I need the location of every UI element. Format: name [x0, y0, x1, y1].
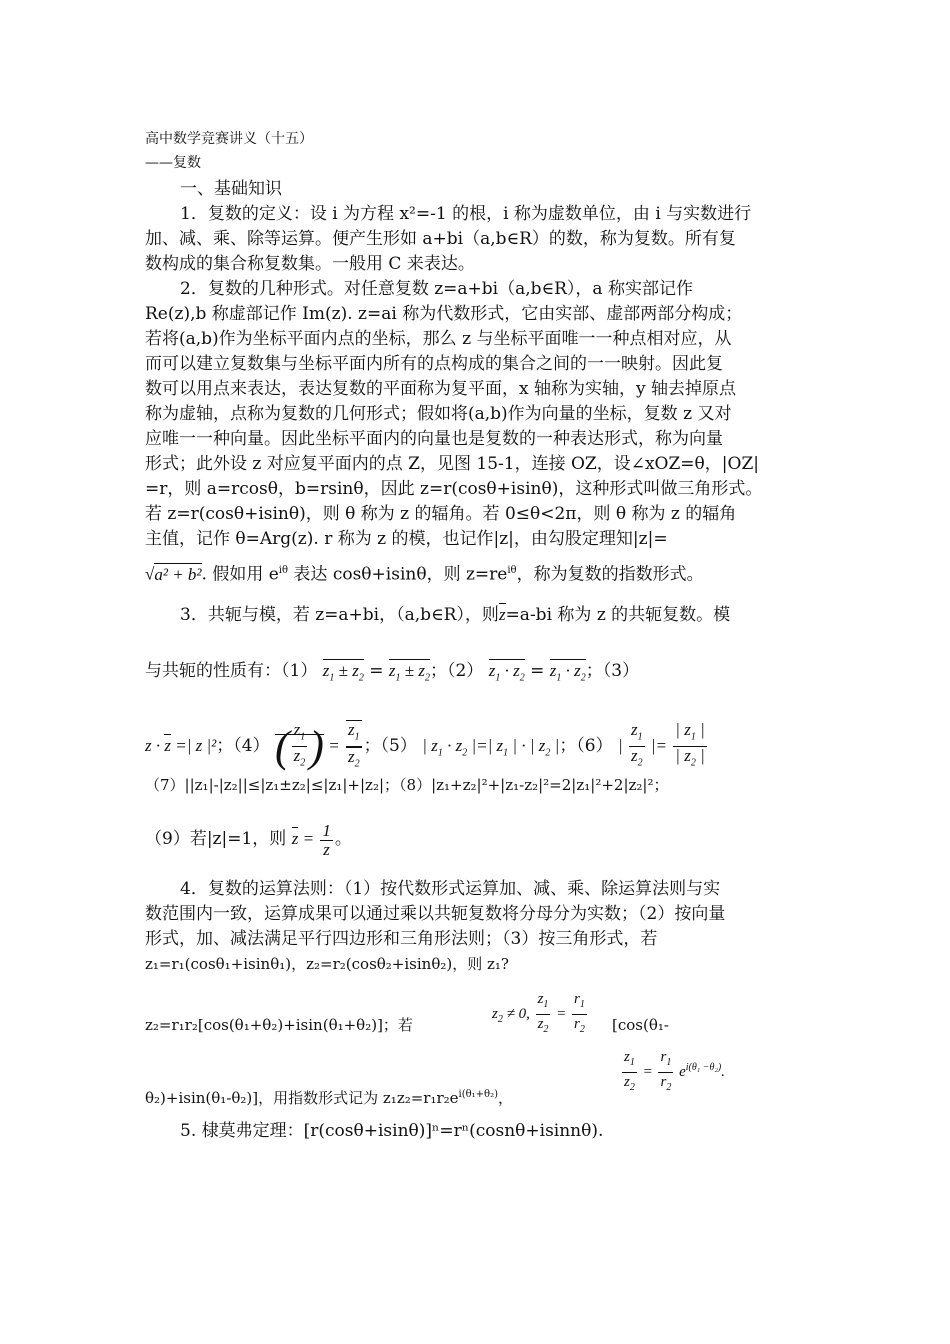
formula-4: ( $\frac{z_1}{z_2}$ ) = $\frac{z_1}{z_2}$ — [275, 736, 364, 755]
paragraph-2-line: 而可以建立复数集与坐标平面内所有的点构成的集合之间的一一映射。因此复 — [145, 354, 723, 374]
formula-9: z = $\frac{1}{z}$ — [291, 820, 331, 859]
paragraph-1-line: 加、减、乘、除等运算。便产生形如 a+bi（a,b∈R）的数，称为复数。所有复 — [145, 229, 736, 249]
paragraph-1-line: 1．复数的定义：设 i 为方程 x²=-1 的根，i 称为虚数单位，由 i 与实数进行 — [180, 204, 752, 224]
paragraph-4-line: θ₂)+isin(θ₁-θ₂)]，用指数形式记为 $z_1z_2=r_1r_2e^{i(\theta_1+\theta_2)}$， — [145, 1089, 514, 1107]
formula-2-right: $z_1 \cdot z_2$ — [549, 661, 586, 684]
paragraph-2-line: =r，则 a=rcosθ，b=rsinθ，因此 z=r(cosθ+isinθ)，这种形式叫做三角形式。 — [145, 479, 763, 499]
section-heading: 一、基础知识 — [180, 179, 282, 199]
paragraph-4-line: [cos(θ₁- — [612, 1016, 669, 1034]
formula-6: | $\frac{z_1}{z_2}$ |= $\frac{| z_1 |}{| z_2 |}$ — [618, 720, 705, 769]
paragraph-2-line: 主值，记作 θ=Arg(z). r 称为 z 的模，也记作|z|，由勾股定理知|z|= — [145, 529, 668, 549]
paragraph-2-line: 若 z=r(cosθ+isinθ)，则 θ 称为 z 的辐角。若 0≤θ<2π，则 θ 称为 z 的辐角 — [145, 504, 737, 524]
formula-1-left: $z_1 \pm z_2$ — [322, 661, 364, 684]
paragraph-4-line: 数范围内一致，运算成果可以通过乘以共轭复数将分母分为实数；（2）按向量 — [145, 904, 726, 924]
paragraph-4-line: z₂=r₁r₂[cos(θ₁+θ₂)+isin(θ₁+θ₂)]；若 — [145, 1016, 413, 1034]
formula-5: | $z_1 \cdot z_2$ |=| $z_1$ | · | $z_2$ | — [422, 735, 560, 759]
properties-line-4: （9）若|z|=1，则 z = $\frac{1}{z}$ 。 — [145, 820, 352, 859]
paragraph-2-line: 2．复数的几种形式。对任意复数 z=a+bi（a,b∈R），a 称实部记作 — [180, 279, 693, 299]
properties-line-2: z · z =| z |²；（4） ( $\frac{z_1}{z_2}$ ) = $\frac{z_1}{z_2}$ ；（5） | $z_1 \cdot z_2$ |=| $z_1$ | · | $z_2$ |；（6） | $\frac{z_1}{z_2}$ |= $\frac{| z_1 |}{| z_2 |}$ — [145, 720, 709, 777]
paragraph-2-line: 形式；此外设 z 对应复平面内的点 Z，见图 15-1，连接 OZ，设∠xOZ=θ，|OZ| — [145, 454, 759, 474]
properties-line-3: （7）||z₁|-|z₂||≤|z₁±z₂|≤|z₁|+|z₂|；（8）|z₁+z₂|²+|z₁-z₂|²=2|z₁|²+2|z₂|²； — [145, 776, 669, 794]
paragraph-4-line: 形式，加、减法满足平行四边形和三角形法则；（3）按三角形式，若 — [145, 929, 658, 949]
paragraph-4-line: 4．复数的运算法则：（1）按代数形式运算加、减、乘、除运算法则与实 — [180, 879, 721, 899]
document-title: 高中数学竞赛讲义（十五） — [145, 131, 313, 147]
document-subtitle: ——复数 — [145, 155, 201, 171]
division-condition-formula: $z_2 \ne 0$, $\frac{z_1}{z_2}$ = $\frac{r_1}{r_2}$ — [492, 991, 585, 1035]
sqrt-formula: √a² + b² — [145, 564, 202, 584]
conjugate-z-symbol: z — [498, 605, 506, 624]
exponential-form-line: √a² + b². 假如用 $e^{i\theta}$ 表达 cosθ+isinθ，则 $z=re^{i\theta}$，称为复数的指数形式。 — [145, 564, 704, 585]
formula-1-right: $z_1 \pm z_2$ — [388, 661, 430, 684]
paragraph-2-line: 若将(a,b)作为坐标平面内点的坐标，那么 z 与坐标平面唯一一种点相对应，从 — [145, 329, 732, 349]
properties-line-1: 与共轭的性质有：（1） $z_1 \pm z_2 = z_1 \pm z_2$；（2） $z_1 \cdot z_2 = z_1 \cdot z_2$；（3） — [145, 661, 640, 684]
paragraph-4-line: z₁=r₁(cosθ₁+isinθ₁)，z₂=r₂(cosθ₂+isinθ₂)，则 z₁? — [145, 955, 509, 973]
formula-3: z · z =| z |² — [145, 735, 217, 755]
formula-2-left: $z_1 \cdot z_2$ — [488, 661, 525, 684]
conjugate-definition-line: 3．共轭与模，若 z=a+bi，（a,b∈R），则z=a-bi 称为 z 的共轭复数。模 — [180, 605, 731, 625]
paragraph-2-line: Re(z),b 称虚部记作 Im(z). z=ai 称为代数形式，它由实部、虚部两部分构成； — [145, 304, 743, 324]
de-moivre-theorem: 5. 棣莫弗定理：[r(cosθ+isinθ)]ⁿ=rⁿ(cosnθ+isinnθ). — [180, 1121, 604, 1141]
paragraph-2-line: 应唯一一种向量。因此坐标平面内的向量也是复数的一种表达形式，称为向量 — [145, 429, 723, 449]
exponential-division-formula: $\frac{z_1}{z_2}$ = $\frac{r_1}{r_2}$ $e^{i(\theta_1 -\theta_2)}$. — [624, 1049, 725, 1093]
paragraph-2-line: 数可以用点来表达，表达复数的平面称为复平面，x 轴称为实轴，y 轴去掉原点 — [145, 379, 736, 399]
paragraph-2-line: 称为虚轴，点称为复数的几何形式；假如将(a,b)作为向量的坐标，复数 z 又对 — [145, 404, 732, 424]
paragraph-1-line: 数构成的集合称复数集。一般用 C 来表达。 — [145, 254, 475, 274]
